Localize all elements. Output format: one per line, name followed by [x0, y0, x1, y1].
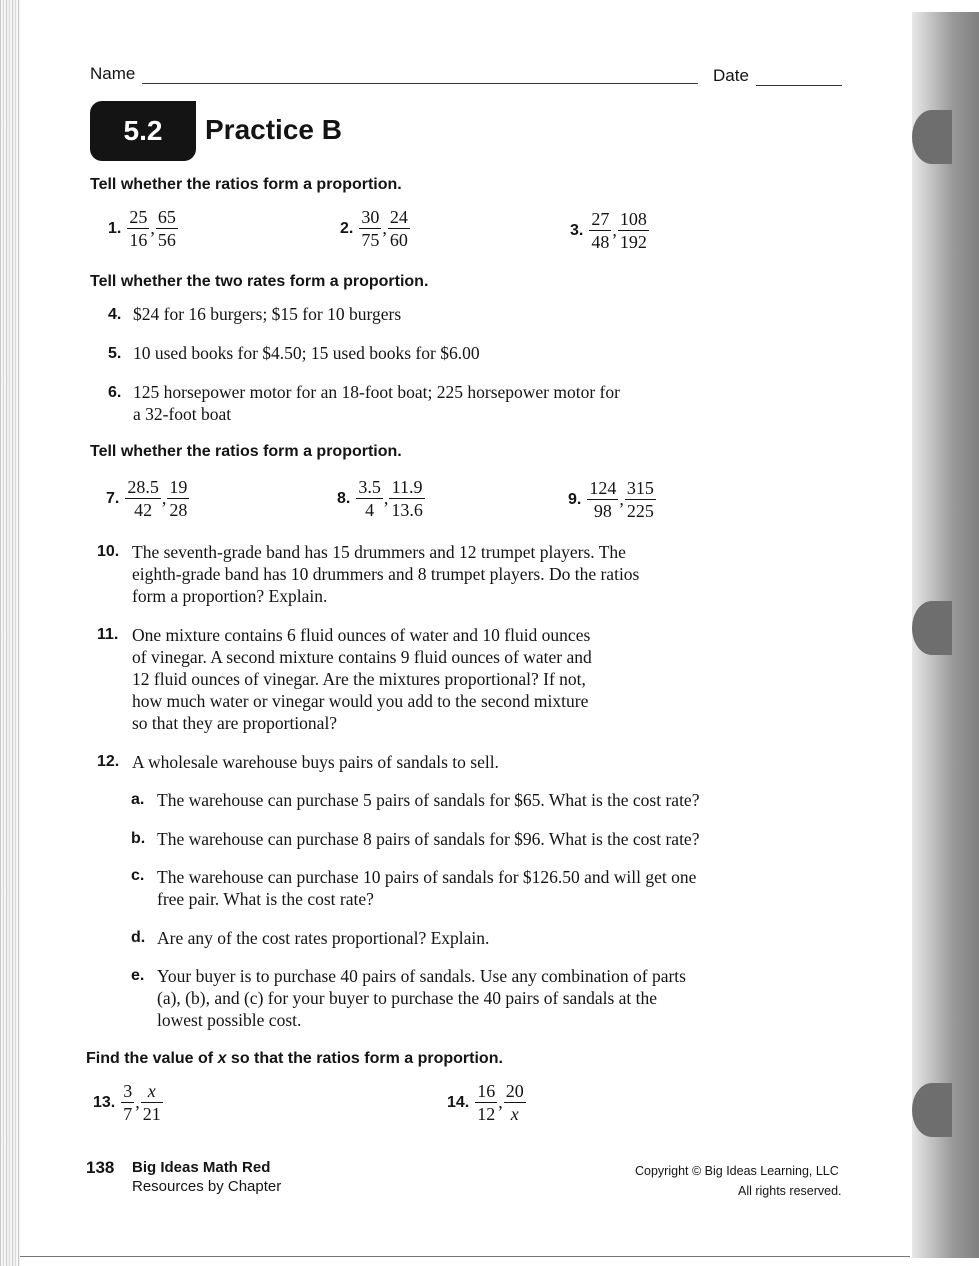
problem-11-line: so that they are proportional?	[132, 713, 338, 733]
part-c-text: free pair. What is the cost rate?	[157, 889, 374, 909]
name-label: Name	[90, 64, 136, 83]
part-letter: a.	[131, 791, 145, 808]
copyright: Copyright © Big Ideas Learning, LLC	[635, 1164, 839, 1178]
part-e-text: (a), (b), and (c) for your buyer to purchase the 40 pairs of sandals at the	[157, 988, 658, 1008]
problem-number: 12.	[97, 753, 120, 770]
fraction: $\frac{11.9}{13.6}$	[391, 477, 423, 520]
part-e-text: lowest possible cost.	[157, 1010, 302, 1030]
problem-number: 3.	[570, 221, 584, 239]
problem-7: 7. $\frac{28.5}{42}$ , $\frac{19}{28}$	[106, 477, 188, 520]
part-e-text: Your buyer is to purchase 40 pairs of sandals. Use any combination of parts	[157, 966, 686, 986]
problem-8: 8. $\frac{3.5}{4}$ , $\frac{11.9}{13.6}$	[337, 477, 423, 520]
part-letter: b.	[131, 830, 146, 847]
directions-ratios-2: Tell whether the ratios form a proportion.	[90, 443, 402, 460]
section-number-badge: 5.2	[90, 101, 196, 161]
problem-number: 14.	[447, 1093, 470, 1111]
problem-13: 13. $\frac{3}{7}$ , $\frac{x}{21}$	[93, 1081, 161, 1124]
fraction: $\frac{28.5}{42}$	[127, 477, 159, 520]
problem-number: 5.	[108, 345, 122, 362]
name-blank	[142, 83, 698, 84]
problem-number: 6.	[108, 384, 122, 401]
part-b-text: The warehouse can purchase 8 pairs of sandals for $96. What is the cost rate?	[157, 829, 700, 849]
book-subtitle: Resources by Chapter	[132, 1178, 282, 1195]
problem-9: 9. $\frac{124}{98}$ , $\frac{315}{225}$	[568, 478, 654, 521]
binder-hole	[912, 1083, 952, 1137]
problem-number: 4.	[108, 306, 122, 323]
fraction: $\frac{30}{75}$	[361, 207, 380, 250]
fraction: $\frac{x}{21}$	[142, 1081, 161, 1124]
book-title: Big Ideas Math Red	[132, 1159, 271, 1176]
scan-left-edge	[0, 0, 20, 1266]
part-letter: d.	[131, 929, 146, 946]
rights-reserved: All rights reserved.	[738, 1184, 842, 1198]
problem-5-text: 10 used books for $4.50; 15 used books for $6.00	[133, 343, 480, 363]
problem-6-line-2: a 32-foot boat	[133, 404, 232, 424]
part-letter: e.	[131, 967, 145, 984]
binder-hole	[912, 601, 952, 655]
scan-bottom-line	[20, 1256, 910, 1257]
directions-rates: Tell whether the two rates form a proportion.	[90, 273, 429, 290]
directions-find-x: Find the value of x so that the ratios form a proportion.	[86, 1050, 503, 1067]
section-title: Practice B	[205, 114, 342, 145]
problem-6-line-1: 125 horsepower motor for an 18-foot boat; 225 horsepower motor for	[133, 382, 620, 402]
part-a-text: The warehouse can purchase 5 pairs of sandals for $65. What is the cost rate?	[157, 790, 700, 810]
fraction: $\frac{27}{48}$	[591, 209, 610, 252]
problem-11-line: of vinegar. A second mixture contains 9 fluid ounces of water and	[132, 647, 592, 667]
fraction: $\frac{108}{192}$	[619, 209, 647, 252]
part-letter: c.	[131, 867, 145, 884]
date-label: Date	[713, 66, 749, 85]
fraction: $\frac{315}{225}$	[626, 478, 654, 521]
fraction: $\frac{25}{16}$	[129, 207, 148, 250]
problem-12-intro: A wholesale warehouse buys pairs of sandals to sell.	[132, 752, 499, 772]
problem-11-line: One mixture contains 6 fluid ounces of water and 10 fluid ounces	[132, 625, 591, 645]
directions-ratios: Tell whether the ratios form a proportion.	[90, 176, 402, 193]
problem-number: 10.	[97, 543, 120, 560]
problem-number: 2.	[340, 219, 354, 237]
problem-number: 13.	[93, 1093, 116, 1111]
problem-14: 14. $\frac{16}{12}$ , $\frac{20}{x}$	[447, 1081, 524, 1124]
part-d-text: Are any of the cost rates proportional? Explain.	[157, 928, 490, 948]
fraction: $\frac{124}{98}$	[589, 478, 617, 521]
problem-number: 8.	[337, 489, 351, 507]
problem-10-line: The seventh-grade band has 15 drummers and 12 trumpet players. The	[132, 542, 626, 562]
fraction: $\frac{24}{60}$	[389, 207, 408, 250]
part-c-text: The warehouse can purchase 10 pairs of sandals for $126.50 and will get one	[157, 867, 697, 887]
problem-11-line: how much water or vinegar would you add to the second mixture	[132, 691, 589, 711]
problem-1: 1. $\frac{25}{16}$ , $\frac{65}{56}$	[108, 207, 176, 250]
problem-10-line: form a proportion? Explain.	[132, 586, 328, 606]
problem-10-line: eighth-grade band has 10 drummers and 8 trumpet players. Do the ratios	[132, 564, 640, 584]
problem-number: 11.	[97, 626, 119, 643]
fraction: $\frac{3}{7}$	[123, 1081, 133, 1124]
problem-11-line: 12 fluid ounces of vinegar. Are the mixtures proportional? If not,	[132, 669, 586, 689]
fraction: $\frac{20}{x}$	[505, 1081, 524, 1124]
page-number: 138	[86, 1158, 115, 1177]
problem-2: 2. $\frac{30}{75}$ , $\frac{24}{60}$	[340, 207, 408, 250]
fraction: $\frac{16}{12}$	[477, 1081, 496, 1124]
problem-3: 3. $\frac{27}{48}$ , $\frac{108}{192}$	[570, 209, 647, 252]
problem-number: 9.	[568, 490, 582, 508]
date-blank	[756, 85, 842, 86]
problem-number: 7.	[106, 489, 120, 507]
binder-hole	[912, 110, 952, 164]
fraction: $\frac{65}{56}$	[157, 207, 176, 250]
fraction: $\frac{19}{28}$	[169, 477, 188, 520]
problem-4-text: $24 for 16 burgers; $15 for 10 burgers	[133, 304, 402, 324]
fraction: $\frac{3.5}{4}$	[358, 477, 381, 520]
problem-number: 1.	[108, 219, 122, 237]
